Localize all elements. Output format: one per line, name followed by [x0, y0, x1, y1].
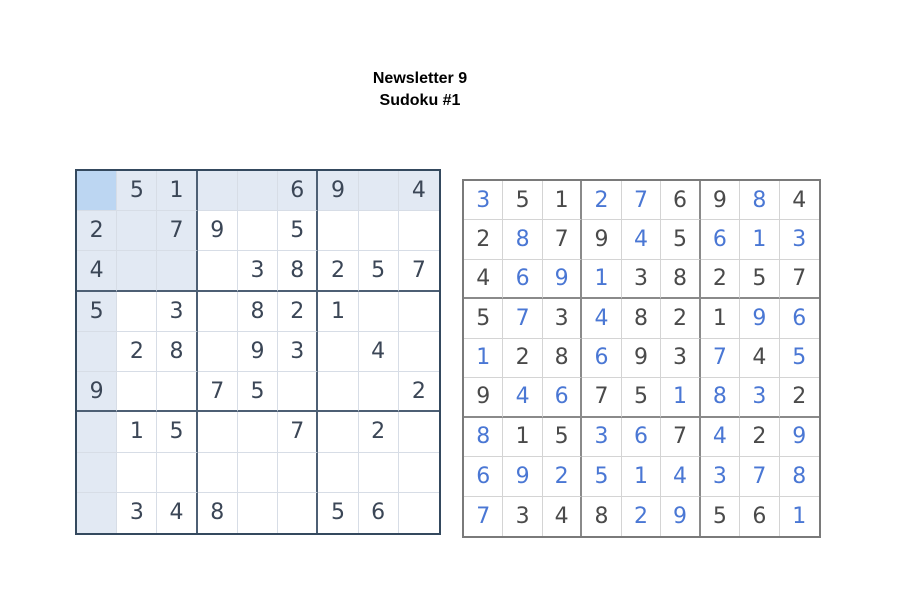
solution-cell-r6c9: 2	[780, 378, 819, 417]
puzzle-cell-r9c7[interactable]: 5	[318, 493, 358, 533]
solution-cell-r7c1: 8	[464, 418, 503, 457]
solution-cell-r4c7: 1	[701, 299, 740, 338]
solution-cell-r7c9: 9	[780, 418, 819, 457]
page-title: Newsletter 9	[372, 70, 468, 87]
solution-cell-r1c3: 1	[543, 181, 582, 220]
puzzle-cell-r9c1[interactable]	[77, 493, 117, 533]
puzzle-cell-r5c7[interactable]	[318, 332, 358, 372]
solution-cell-r6c3: 6	[543, 378, 582, 417]
sudoku-solution-grid	[462, 179, 821, 538]
puzzle-cell-r3c6[interactable]: 8	[278, 251, 318, 291]
solution-cell-r7c2: 1	[503, 418, 542, 457]
solution-cell-r1c5: 7	[622, 181, 661, 220]
puzzle-cell-r7c7[interactable]	[318, 412, 358, 452]
puzzle-cell-r5c6[interactable]: 3	[278, 332, 318, 372]
solution-cell-r9c3: 4	[543, 497, 582, 536]
solution-cell-r6c5: 5	[622, 378, 661, 417]
puzzle-cell-r3c2[interactable]	[117, 251, 157, 291]
solution-cell-r3c4: 1	[582, 260, 621, 299]
solution-cell-r3c9: 7	[780, 260, 819, 299]
solution-cell-r4c6: 2	[661, 299, 700, 338]
puzzle-cell-r3c4[interactable]	[198, 251, 238, 291]
solution-cell-r2c5: 4	[622, 220, 661, 259]
puzzle-cell-r4c3[interactable]: 3	[157, 292, 197, 332]
puzzle-cell-r9c9[interactable]	[399, 493, 439, 533]
solution-cell-r1c9: 4	[780, 181, 819, 220]
puzzle-cell-r3c3[interactable]	[157, 251, 197, 291]
puzzle-cell-r5c1[interactable]	[77, 332, 117, 372]
puzzle-cell-r2c1[interactable]: 2	[77, 211, 117, 251]
puzzle-cell-r6c7[interactable]	[318, 372, 358, 412]
solution-cell-r2c1: 2	[464, 220, 503, 259]
puzzle-cell-r4c2[interactable]	[117, 292, 157, 332]
puzzle-cell-r4c4[interactable]	[198, 292, 238, 332]
solution-cell-r6c1: 9	[464, 378, 503, 417]
solution-cell-r3c1: 4	[464, 260, 503, 299]
puzzle-cell-r7c6[interactable]: 7	[278, 412, 318, 452]
solution-cell-r7c5: 6	[622, 418, 661, 457]
solution-cell-r2c2: 8	[503, 220, 542, 259]
solution-cell-r8c2: 9	[503, 457, 542, 496]
puzzle-cell-r5c8[interactable]: 4	[359, 332, 399, 372]
puzzle-cell-r8c2[interactable]	[117, 453, 157, 493]
solution-cell-r4c8: 9	[740, 299, 779, 338]
solution-cell-r9c6: 9	[661, 497, 700, 536]
puzzle-cell-r5c5[interactable]: 9	[238, 332, 278, 372]
puzzle-cell-r6c4[interactable]: 7	[198, 372, 238, 412]
solution-cell-r2c3: 7	[543, 220, 582, 259]
puzzle-cell-r3c7[interactable]: 2	[318, 251, 358, 291]
puzzle-cell-r1c8[interactable]	[359, 171, 399, 211]
solution-cell-r6c7: 8	[701, 378, 740, 417]
solution-cell-r5c1: 1	[464, 339, 503, 378]
solution-cell-r3c7: 2	[701, 260, 740, 299]
solution-cell-r9c4: 8	[582, 497, 621, 536]
puzzle-cell-r6c8[interactable]	[359, 372, 399, 412]
solution-cell-r2c6: 5	[661, 220, 700, 259]
solution-cell-r3c8: 5	[740, 260, 779, 299]
puzzle-cell-r4c1[interactable]: 5	[77, 292, 117, 332]
puzzle-cell-r7c5[interactable]	[238, 412, 278, 452]
puzzle-cell-r7c8[interactable]: 2	[359, 412, 399, 452]
solution-cell-r3c2: 6	[503, 260, 542, 299]
puzzle-cell-r2c7[interactable]	[318, 211, 358, 251]
solution-cell-r6c2: 4	[503, 378, 542, 417]
puzzle-cell-r8c5[interactable]	[238, 453, 278, 493]
solution-cell-r6c6: 1	[661, 378, 700, 417]
solution-cell-r9c8: 6	[740, 497, 779, 536]
puzzle-cell-r5c2[interactable]: 2	[117, 332, 157, 372]
puzzle-cell-r9c2[interactable]: 3	[117, 493, 157, 533]
puzzle-cell-r2c3[interactable]: 7	[157, 211, 197, 251]
solution-cell-r4c9: 6	[780, 299, 819, 338]
puzzle-cell-r1c4[interactable]	[198, 171, 238, 211]
solution-cell-r1c8: 8	[740, 181, 779, 220]
puzzle-cell-r8c8[interactable]	[359, 453, 399, 493]
solution-cell-r4c1: 5	[464, 299, 503, 338]
puzzle-cell-r7c1[interactable]	[77, 412, 117, 452]
solution-cell-r1c4: 2	[582, 181, 621, 220]
solution-cell-r7c6: 7	[661, 418, 700, 457]
solution-cell-r9c7: 5	[701, 497, 740, 536]
solution-cell-r8c6: 4	[661, 457, 700, 496]
solution-cell-r5c6: 3	[661, 339, 700, 378]
puzzle-cell-r6c3[interactable]	[157, 372, 197, 412]
puzzle-cell-r3c9[interactable]: 7	[399, 251, 439, 291]
puzzle-cell-r6c2[interactable]	[117, 372, 157, 412]
puzzle-cell-r4c8[interactable]	[359, 292, 399, 332]
solution-cell-r1c7: 9	[701, 181, 740, 220]
solution-cell-r8c1: 6	[464, 457, 503, 496]
solution-cell-r2c4: 9	[582, 220, 621, 259]
puzzle-cell-r2c8[interactable]	[359, 211, 399, 251]
solution-cell-r3c6: 8	[661, 260, 700, 299]
puzzle-cell-r8c4[interactable]	[198, 453, 238, 493]
solution-cell-r4c4: 4	[582, 299, 621, 338]
puzzle-cell-r3c5[interactable]: 3	[238, 251, 278, 291]
puzzle-cell-r2c4[interactable]: 9	[198, 211, 238, 251]
puzzle-cell-r3c8[interactable]: 5	[359, 251, 399, 291]
solution-cell-r3c3: 9	[543, 260, 582, 299]
solution-cell-r8c5: 1	[622, 457, 661, 496]
puzzle-cell-r9c4[interactable]: 8	[198, 493, 238, 533]
puzzle-cell-r1c6[interactable]: 6	[278, 171, 318, 211]
solution-cell-r9c9: 1	[792, 503, 807, 529]
solution-cell-r8c4: 5	[582, 457, 621, 496]
solution-cell-r8c3: 2	[543, 457, 582, 496]
puzzle-cell-r4c7[interactable]: 1	[318, 292, 358, 332]
title-block	[0, 68, 840, 112]
puzzle-cell-r9c8[interactable]: 6	[359, 493, 399, 533]
solution-cell-r9c1: 7	[464, 497, 503, 536]
puzzle-cell-r9c6[interactable]	[278, 493, 318, 533]
solution-cell-r7c8: 2	[740, 418, 779, 457]
solution-cell-r5c8: 4	[740, 339, 779, 378]
puzzle-cell-r7c2[interactable]: 1	[117, 412, 157, 452]
puzzle-cell-r1c5[interactable]	[238, 171, 278, 211]
solution-cell-r9c2: 3	[503, 497, 542, 536]
puzzle-cell-r5c4[interactable]	[198, 332, 238, 372]
solution-cell-r1c1: 3	[464, 181, 503, 220]
solution-cell-r5c4: 6	[582, 339, 621, 378]
solution-cell-r2c8: 1	[740, 220, 779, 259]
solution-cell-r7c3: 5	[543, 418, 582, 457]
puzzle-cell-r5c3[interactable]: 8	[157, 332, 197, 372]
puzzle-cell-r2c5[interactable]	[238, 211, 278, 251]
puzzle-cell-r6c1[interactable]: 9	[77, 372, 117, 412]
puzzle-cell-r6c9[interactable]: 2	[399, 372, 439, 412]
solution-cell-r1c2: 5	[503, 181, 542, 220]
puzzle-cell-r1c2[interactable]: 5	[117, 171, 157, 211]
solution-cell-r2c7: 6	[701, 220, 740, 259]
puzzle-cell-r1c1[interactable]	[77, 171, 117, 211]
solution-cell-r6c8: 3	[740, 378, 779, 417]
puzzle-cell-r6c5[interactable]: 5	[238, 372, 278, 412]
puzzle-cell-r1c3[interactable]: 1	[157, 171, 197, 211]
puzzle-cell-r3c1[interactable]: 4	[77, 251, 117, 291]
puzzle-cell-r8c6[interactable]	[278, 453, 318, 493]
page-subtitle: Sudoku #1	[379, 92, 461, 109]
solution-cell-r4c3: 3	[543, 299, 582, 338]
puzzle-cell-r7c4[interactable]	[198, 412, 238, 452]
puzzle-cell-r7c9[interactable]	[399, 412, 439, 452]
puzzle-cell-r9c3[interactable]: 4	[157, 493, 197, 533]
solution-cell-r5c7: 7	[701, 339, 740, 378]
puzzle-cell-r7c3[interactable]: 5	[157, 412, 197, 452]
sudoku-puzzle-grid	[75, 169, 441, 535]
puzzle-cell-r2c2[interactable]	[117, 211, 157, 251]
solution-cell-r3c5: 3	[622, 260, 661, 299]
puzzle-cell-r8c1[interactable]	[77, 453, 117, 493]
solution-cell-r5c5: 9	[622, 339, 661, 378]
puzzle-cell-r8c7[interactable]	[318, 453, 358, 493]
solution-cell-r7c4: 3	[582, 418, 621, 457]
puzzle-cell-r4c6[interactable]: 2	[278, 292, 318, 332]
solution-cell-r8c8: 7	[740, 457, 779, 496]
puzzle-cell-r5c9[interactable]	[399, 332, 439, 372]
solution-cell-r1c6: 6	[661, 181, 700, 220]
solution-cell-r5c3: 8	[543, 339, 582, 378]
solution-cell-r8c7: 3	[701, 457, 740, 496]
puzzle-cell-r4c5[interactable]: 8	[238, 292, 278, 332]
puzzle-cell-r8c9[interactable]	[399, 453, 439, 493]
puzzle-cell-r2c6[interactable]: 5	[278, 211, 318, 251]
solution-cell-r2c9: 3	[780, 220, 819, 259]
puzzle-cell-r4c9[interactable]	[399, 292, 439, 332]
solution-cell-r4c2: 7	[503, 299, 542, 338]
solution-cell-r9c5: 2	[622, 497, 661, 536]
solution-cell-r5c2: 2	[503, 339, 542, 378]
puzzle-cell-r2c9[interactable]	[399, 211, 439, 251]
solution-cell-r6c4: 7	[582, 378, 621, 417]
puzzle-cell-r6c6[interactable]	[278, 372, 318, 412]
solution-cell-r5c9: 5	[780, 339, 819, 378]
puzzle-cell-r1c9[interactable]: 4	[399, 171, 439, 211]
puzzle-cell-r1c7[interactable]: 9	[318, 171, 358, 211]
puzzle-cell-r8c3[interactable]	[157, 453, 197, 493]
puzzle-cell-r9c5[interactable]	[238, 493, 278, 533]
solution-cell-r7c7: 4	[701, 418, 740, 457]
solution-cell-r8c9: 8	[780, 457, 819, 496]
solution-cell-r4c5: 8	[622, 299, 661, 338]
